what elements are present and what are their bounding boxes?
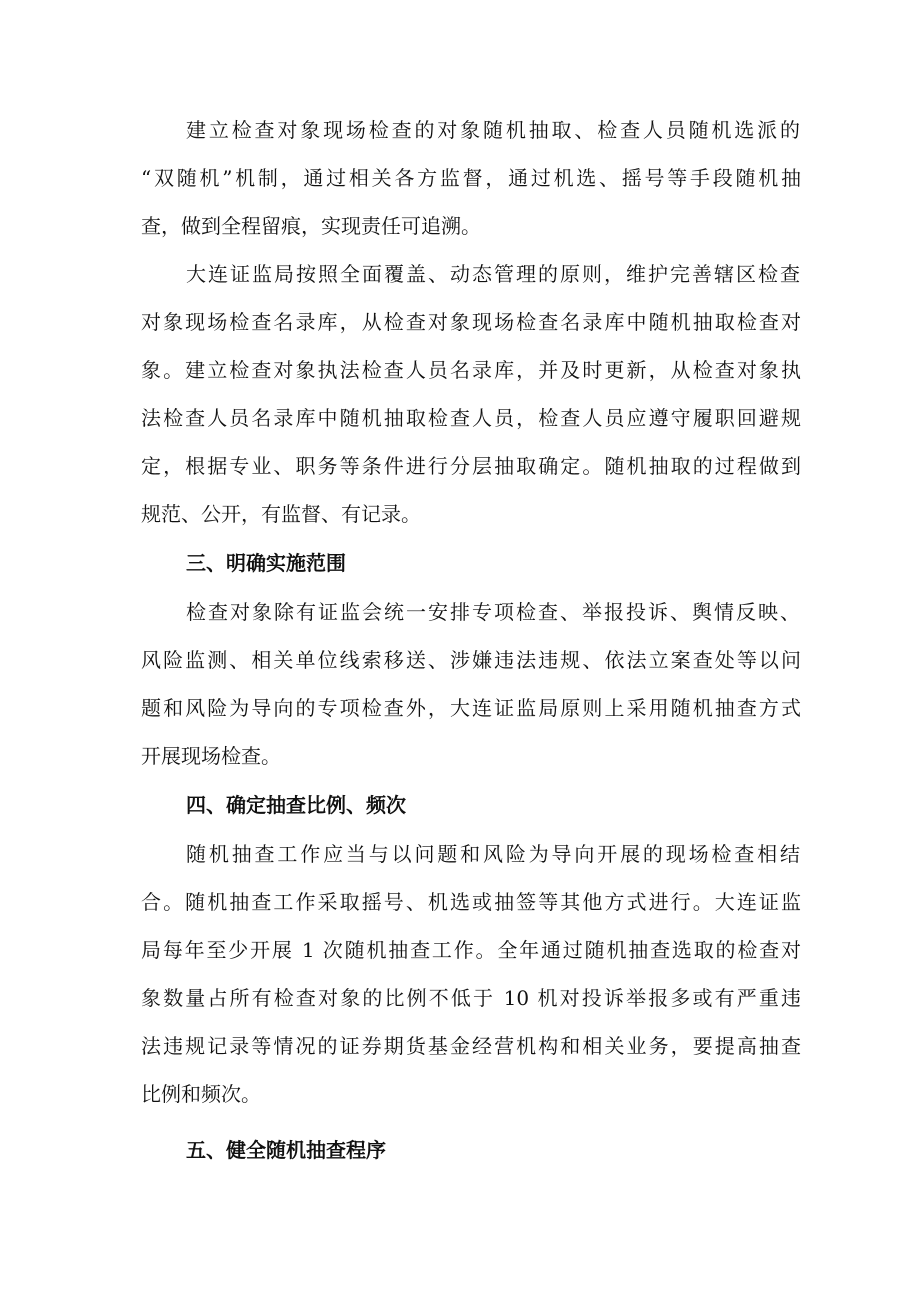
paragraph-line: 建立检查对象现场检查的对象随机抽取、检查人员随机选派的: [186, 118, 800, 142]
paragraph-line: 定，根据专业、职务等条件进行分层抽取确定。随机抽取的过程做到: [141, 454, 801, 478]
paragraph-line: 查，做到全程留痕，实现责任可追溯。: [141, 214, 481, 238]
section-heading: 五、健全随机抽查程序: [186, 1138, 386, 1162]
paragraph-line: 局每年至少开展 1 次随机抽查工作。全年通过随机抽查选取的检查对: [141, 938, 801, 962]
paragraph-line: 象数量占所有检查对象的比例不低于 10 机对投诉举报多或有严重违: [141, 986, 801, 1010]
paragraph-line: 检查对象除有证监会统一安排专项检查、举报投诉、舆情反映、: [186, 600, 800, 624]
paragraph-line: 象。建立检查对象执法检查人员名录库，并及时更新，从检查对象执: [141, 358, 801, 382]
paragraph-line: “双随机”机制，通过相关各方监督，通过机选、摇号等手段随机抽: [141, 166, 801, 190]
section-heading: 四、确定抽查比例、频次: [186, 793, 406, 817]
paragraph-line: 对象现场检查名录库，从检查对象现场检查名录库中随机抽取检查对: [141, 310, 801, 334]
paragraph-line: 开展现场检查。: [141, 744, 281, 768]
section-heading: 三、明确实施范围: [186, 551, 346, 575]
paragraph-line: 合。随机抽查工作采取摇号、机选或抽签等其他方式进行。大连证监: [141, 890, 801, 914]
paragraph-line: 规范、公开，有监督、有记录。: [141, 502, 421, 526]
paragraph-line: 大连证监局按照全面覆盖、动态管理的原则，维护完善辖区检查: [186, 262, 800, 286]
paragraph-line: 题和风险为导向的专项检查外，大连证监局原则上采用随机抽查方式: [141, 696, 801, 720]
paragraph-line: 比例和频次。: [141, 1082, 261, 1106]
paragraph-line: 法检查人员名录库中随机抽取检查人员，检查人员应遵守履职回避规: [141, 406, 801, 430]
paragraph-line: 法违规记录等情况的证券期货基金经营机构和相关业务，要提高抽查: [141, 1034, 801, 1058]
paragraph-line: 风险监测、相关单位线索移送、涉嫌违法违规、依法立案查处等以问: [141, 648, 801, 672]
paragraph-line: 随机抽查工作应当与以问题和风险为导向开展的现场检查相结: [186, 842, 800, 866]
